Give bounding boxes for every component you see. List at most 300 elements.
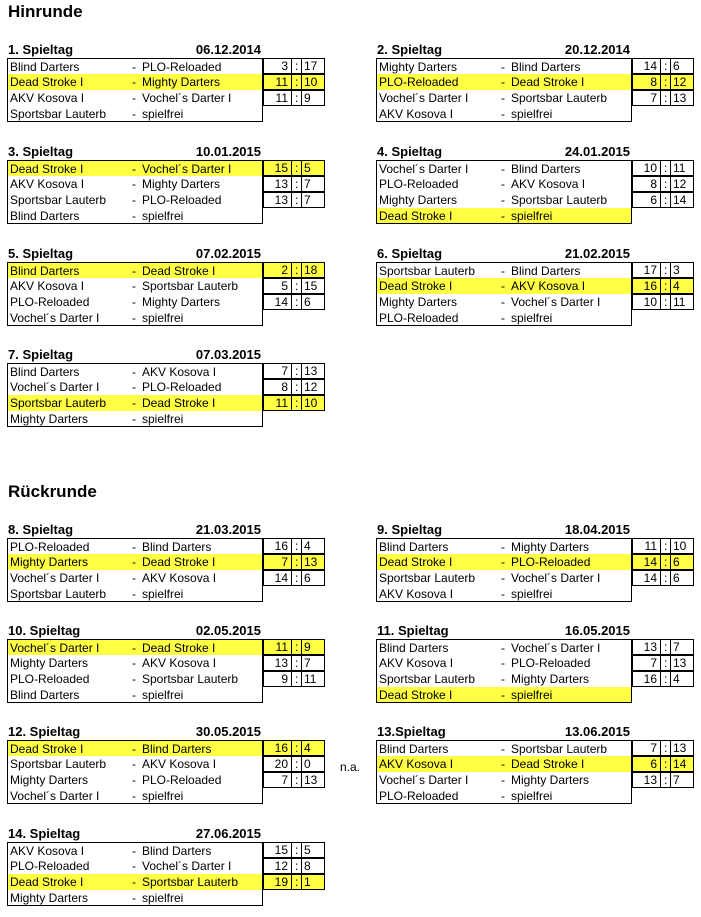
matchday-title: 12. Spieltag	[8, 724, 81, 739]
away-score: 7	[304, 193, 311, 207]
away-score: 10	[304, 396, 318, 410]
match-teams-cell	[7, 586, 263, 602]
home-score: 8	[650, 177, 657, 191]
matchday-title: 8. Spieltag	[8, 522, 74, 537]
match-row	[7, 90, 311, 106]
score-cell	[263, 58, 325, 74]
matchday-date: 10.01.2015	[195, 144, 261, 159]
matchday-block	[376, 42, 687, 122]
score-cell	[632, 192, 694, 208]
score-colon: :	[664, 741, 668, 755]
score-divider	[291, 75, 292, 89]
match-teams-cell	[376, 90, 632, 106]
match-teams-cell	[7, 58, 263, 74]
matchday-block	[7, 246, 318, 326]
matchday-header	[7, 826, 263, 842]
away-team: spielfrei	[142, 688, 184, 702]
matchday-title: 4. Spieltag	[377, 144, 443, 159]
away-score: 12	[304, 380, 318, 394]
match-teams-cell	[376, 262, 632, 278]
match-teams-cell	[7, 554, 263, 570]
home-team: Sportsbar Lauterb	[379, 672, 476, 686]
home-team: Sportsbar Lauterb	[10, 587, 107, 601]
score-colon: :	[664, 640, 668, 654]
match-separator: -	[132, 311, 136, 325]
home-score: 7	[281, 364, 288, 378]
score-divider	[291, 177, 292, 191]
away-team: spielfrei	[142, 891, 184, 905]
match-separator: -	[132, 844, 136, 858]
score-cell	[263, 538, 325, 554]
match-teams-cell	[7, 379, 263, 395]
matchday-table	[7, 639, 317, 703]
match-separator: -	[501, 540, 505, 554]
score-cell	[632, 294, 694, 310]
away-team: AKV Kosova I	[511, 177, 586, 191]
away-score: 6	[304, 571, 311, 585]
score-divider	[670, 757, 671, 771]
score-colon: :	[295, 773, 299, 787]
away-team: spielfrei	[511, 107, 553, 121]
match-teams-cell	[7, 310, 263, 326]
away-score: 17	[304, 59, 318, 73]
home-score: 6	[650, 193, 657, 207]
match-row	[7, 570, 311, 586]
home-team: Vochel´s Darter I	[379, 162, 469, 176]
match-row	[7, 890, 263, 906]
home-team: Vochel´s Darter I	[10, 380, 100, 394]
match-teams-cell	[7, 874, 263, 890]
home-score: 13	[274, 656, 288, 670]
score-divider	[660, 555, 661, 569]
score-divider	[291, 571, 292, 585]
away-team: PLO-Reloaded	[511, 555, 591, 569]
away-team: spielfrei	[142, 209, 184, 223]
away-score: 8	[304, 859, 311, 873]
match-separator: -	[132, 380, 136, 394]
match-teams-cell	[376, 278, 632, 294]
score-divider	[660, 741, 661, 755]
match-teams-cell	[7, 262, 263, 278]
score-colon: :	[664, 295, 668, 309]
away-team: Sportsbar Lauterb	[511, 193, 608, 207]
home-score: 16	[274, 741, 288, 755]
score-cell	[632, 756, 694, 772]
away-team: Blind Darters	[511, 162, 581, 176]
score-divider	[291, 773, 292, 787]
home-score: 7	[650, 91, 657, 105]
match-row	[7, 411, 263, 427]
score-divider	[660, 656, 661, 670]
rueckrunde-title: Rückrunde	[8, 482, 97, 501]
home-team: Dead Stroke I	[379, 688, 453, 702]
match-teams-cell	[376, 740, 632, 756]
match-separator: -	[501, 60, 505, 74]
match-row	[376, 192, 687, 208]
score-divider	[660, 193, 661, 207]
score-divider	[291, 672, 292, 686]
score-divider	[660, 757, 661, 771]
score-colon: :	[295, 295, 299, 309]
score-cell	[263, 74, 325, 90]
away-score: 4	[304, 741, 311, 755]
score-colon: :	[295, 279, 299, 293]
home-score: 11	[275, 75, 288, 89]
score-cell	[632, 772, 694, 788]
matchday-header	[7, 42, 263, 58]
score-colon: :	[664, 539, 668, 553]
score-colon: :	[664, 656, 668, 670]
home-team: Mighty Darters	[379, 60, 458, 74]
matchday-block	[7, 144, 311, 224]
score-divider	[301, 396, 302, 410]
home-score: 13	[643, 773, 657, 787]
match-separator: -	[132, 672, 136, 686]
score-divider	[291, 396, 292, 410]
home-score: 7	[281, 555, 288, 569]
away-score: 6	[673, 59, 680, 73]
match-separator: -	[501, 672, 505, 686]
score-colon: :	[664, 757, 668, 771]
match-separator: -	[132, 396, 136, 410]
home-score: 20	[274, 757, 288, 771]
home-team: Sportsbar Lauterb	[10, 193, 107, 207]
home-team: Dead Stroke I	[10, 162, 84, 176]
score-divider	[291, 59, 292, 73]
score-divider	[291, 875, 292, 889]
match-teams-cell	[376, 160, 632, 176]
home-team: Mighty Darters	[379, 193, 458, 207]
home-team: Mighty Darters	[10, 891, 89, 905]
matchday-block	[7, 347, 318, 427]
matchday-header	[376, 246, 632, 262]
match-separator: -	[501, 209, 505, 223]
matchday-date: 30.05.2015	[195, 724, 261, 739]
score-colon: :	[664, 571, 668, 585]
away-team: Vochel´s Darter I	[511, 571, 601, 585]
match-teams-cell	[7, 294, 263, 310]
match-separator: -	[132, 540, 136, 554]
score-divider	[660, 177, 661, 191]
home-score: 14	[274, 295, 288, 309]
score-divider	[301, 571, 302, 585]
away-score: 13	[304, 773, 318, 787]
away-team: spielfrei	[511, 587, 553, 601]
home-team: Vochel´s Darter I	[379, 91, 469, 105]
home-score: 17	[643, 263, 657, 277]
away-score: 6	[304, 295, 311, 309]
matchday-header	[7, 724, 263, 740]
home-team: Blind Darters	[379, 641, 449, 655]
home-team: Vochel´s Darter I	[10, 571, 100, 585]
home-team: PLO-Reloaded	[379, 311, 459, 325]
home-team: Mighty Darters	[10, 656, 89, 670]
score-cell	[632, 278, 694, 294]
score-colon: :	[664, 177, 668, 191]
score-divider	[301, 656, 302, 670]
match-row	[376, 278, 680, 294]
home-team: Dead Stroke I	[379, 279, 453, 293]
matchday-table	[376, 538, 687, 602]
score-divider	[660, 295, 661, 309]
matchday-date: 20.12.2014	[564, 42, 630, 57]
matchday-block	[376, 724, 687, 804]
match-separator: -	[132, 587, 136, 601]
home-team: Sportsbar Lauterb	[10, 396, 107, 410]
match-teams-cell	[376, 58, 632, 74]
score-divider	[670, 59, 671, 73]
away-team: Sportsbar Lauterb	[511, 91, 608, 105]
match-teams-cell	[376, 554, 632, 570]
match-row	[7, 106, 263, 122]
match-teams-cell	[376, 671, 632, 687]
home-team: Dead Stroke I	[379, 555, 453, 569]
match-separator: -	[501, 742, 505, 756]
match-teams-cell	[7, 772, 263, 788]
match-teams-cell	[376, 586, 632, 602]
score-colon: :	[664, 263, 668, 277]
match-row	[7, 363, 318, 379]
score-cell	[263, 772, 325, 788]
match-row	[376, 756, 687, 772]
home-team: Vochel´s Darter I	[10, 311, 100, 325]
away-score: 18	[304, 263, 318, 277]
matchday-title: 9. Spieltag	[377, 522, 443, 537]
matchday-block	[376, 623, 687, 703]
match-separator: -	[501, 264, 505, 278]
score-divider	[291, 161, 292, 175]
matchday-header	[7, 623, 263, 639]
matchday-block	[376, 522, 687, 602]
score-divider	[291, 555, 292, 569]
match-row	[376, 671, 680, 687]
match-row	[376, 90, 687, 106]
away-team: Sportsbar Lauterb	[142, 875, 239, 889]
away-team: AKV Kosova I	[142, 571, 217, 585]
away-team: Mighty Darters	[142, 177, 221, 191]
score-divider	[670, 539, 671, 553]
score-colon: :	[295, 640, 299, 654]
match-row	[376, 554, 680, 570]
home-score: 13	[643, 640, 657, 654]
match-separator: -	[501, 177, 505, 191]
matchday-date: 13.06.2015	[564, 724, 630, 739]
score-divider	[301, 59, 302, 73]
match-separator: -	[501, 571, 505, 585]
match-teams-cell	[7, 687, 263, 703]
matchday-date: 07.02.2015	[195, 246, 261, 261]
score-cell	[263, 655, 325, 671]
score-divider	[670, 75, 671, 89]
match-separator: -	[501, 757, 505, 771]
away-score: 4	[673, 672, 680, 686]
home-score: 16	[643, 279, 657, 293]
home-score: 5	[281, 279, 288, 293]
home-team: AKV Kosova I	[10, 177, 85, 191]
score-cell	[263, 570, 325, 586]
match-separator: -	[501, 279, 505, 293]
match-row	[376, 538, 687, 554]
match-teams-cell	[7, 395, 263, 411]
match-separator: -	[501, 193, 505, 207]
match-separator: -	[132, 773, 136, 787]
home-team: Blind Darters	[379, 742, 449, 756]
match-separator: -	[132, 688, 136, 702]
away-score: 7	[673, 640, 680, 654]
score-colon: :	[664, 75, 668, 89]
score-divider	[660, 539, 661, 553]
score-cell	[632, 58, 694, 74]
away-score: 9	[304, 640, 311, 654]
away-score: 6	[673, 571, 680, 585]
matchday-title: 1. Spieltag	[8, 42, 74, 57]
match-row	[7, 858, 311, 874]
match-teams-cell	[376, 639, 632, 655]
score-colon: :	[295, 875, 299, 889]
matchday-header	[376, 144, 632, 160]
match-row	[376, 160, 686, 176]
away-team: Vochel´s Darter I	[142, 859, 232, 873]
away-team: spielfrei	[142, 789, 184, 803]
match-row	[376, 262, 680, 278]
match-teams-cell	[376, 772, 632, 788]
home-score: 7	[650, 656, 657, 670]
matchday-header	[376, 623, 632, 639]
match-row	[7, 379, 318, 395]
matchday-date: 06.12.2014	[195, 42, 261, 57]
matchday-header	[376, 522, 632, 538]
score-colon: :	[664, 773, 668, 787]
away-score: 13	[304, 364, 318, 378]
score-divider	[301, 279, 302, 293]
match-teams-cell	[376, 294, 632, 310]
away-score: 15	[304, 279, 318, 293]
match-row	[7, 586, 263, 602]
home-score: 11	[275, 396, 288, 410]
match-teams-cell	[376, 788, 632, 804]
matchday-header	[376, 42, 632, 58]
match-separator: -	[501, 789, 505, 803]
match-teams-cell	[376, 106, 632, 122]
home-score: 15	[274, 843, 288, 857]
home-team: AKV Kosova I	[379, 587, 454, 601]
away-score: 11	[673, 295, 686, 309]
away-team: PLO-Reloaded	[142, 380, 222, 394]
matchday-table	[7, 538, 318, 602]
home-team: Mighty Darters	[10, 412, 89, 426]
matchday-block	[7, 826, 311, 906]
score-colon: :	[664, 91, 668, 105]
score-colon: :	[295, 177, 299, 191]
home-score: 10	[643, 295, 657, 309]
matchday-header	[376, 724, 632, 740]
match-row	[7, 176, 311, 192]
home-team: Dead Stroke I	[379, 209, 453, 223]
score-colon: :	[664, 555, 668, 569]
score-cell	[263, 278, 325, 294]
home-team: Dead Stroke I	[10, 742, 84, 756]
score-divider	[301, 555, 302, 569]
score-colon: :	[295, 843, 299, 857]
match-separator: -	[132, 107, 136, 121]
match-teams-cell	[376, 310, 632, 326]
matchday-header	[7, 246, 263, 262]
home-team: Dead Stroke I	[10, 75, 84, 89]
matchday-table	[376, 262, 686, 326]
score-cell	[263, 294, 325, 310]
away-team: PLO-Reloaded	[142, 773, 222, 787]
match-teams-cell	[376, 655, 632, 671]
matchday-header	[7, 347, 263, 363]
hinrunde-title: Hinrunde	[8, 2, 83, 21]
score-divider	[670, 656, 671, 670]
score-divider	[660, 279, 661, 293]
score-divider	[670, 555, 671, 569]
match-row	[376, 58, 680, 74]
score-divider	[291, 757, 292, 771]
away-score: 13	[673, 91, 687, 105]
match-teams-cell	[7, 570, 263, 586]
away-team: Sportsbar Lauterb	[511, 742, 608, 756]
match-separator: -	[501, 91, 505, 105]
score-colon: :	[295, 364, 299, 378]
match-teams-cell	[7, 208, 263, 224]
score-divider	[660, 161, 661, 175]
match-separator: -	[132, 295, 136, 309]
matchday-title: 3. Spieltag	[8, 144, 74, 159]
score-cell	[263, 554, 325, 570]
score-divider	[291, 91, 292, 105]
match-teams-cell	[376, 208, 632, 224]
match-teams-cell	[7, 639, 263, 655]
match-row	[7, 756, 311, 772]
away-team: Blind Darters	[142, 540, 212, 554]
score-colon: :	[295, 396, 299, 410]
match-teams-cell	[7, 655, 263, 671]
match-teams-cell	[7, 411, 263, 427]
match-row	[376, 687, 632, 703]
score-cell	[263, 90, 325, 106]
match-separator: -	[501, 75, 505, 89]
match-teams-cell	[7, 192, 263, 208]
match-separator: -	[132, 891, 136, 905]
score-colon: :	[664, 59, 668, 73]
match-row	[7, 262, 318, 278]
match-row	[7, 74, 318, 90]
away-team: Blind Darters	[142, 742, 212, 756]
match-row	[376, 639, 680, 655]
match-teams-cell	[7, 671, 263, 687]
score-divider	[670, 193, 671, 207]
home-team: PLO-Reloaded	[379, 789, 459, 803]
match-teams-cell	[7, 756, 263, 772]
score-divider	[291, 741, 292, 755]
score-cell	[263, 858, 325, 874]
match-row	[7, 310, 263, 326]
match-separator: -	[132, 412, 136, 426]
match-row	[376, 208, 632, 224]
match-row	[7, 772, 318, 788]
away-team: Mighty Darters	[142, 75, 221, 89]
away-team: Mighty Darters	[142, 295, 221, 309]
match-separator: -	[501, 688, 505, 702]
score-colon: :	[664, 193, 668, 207]
score-divider	[670, 279, 671, 293]
score-divider	[301, 843, 302, 857]
home-team: AKV Kosova I	[10, 91, 85, 105]
away-score: 3	[673, 263, 680, 277]
home-team: PLO-Reloaded	[10, 859, 90, 873]
